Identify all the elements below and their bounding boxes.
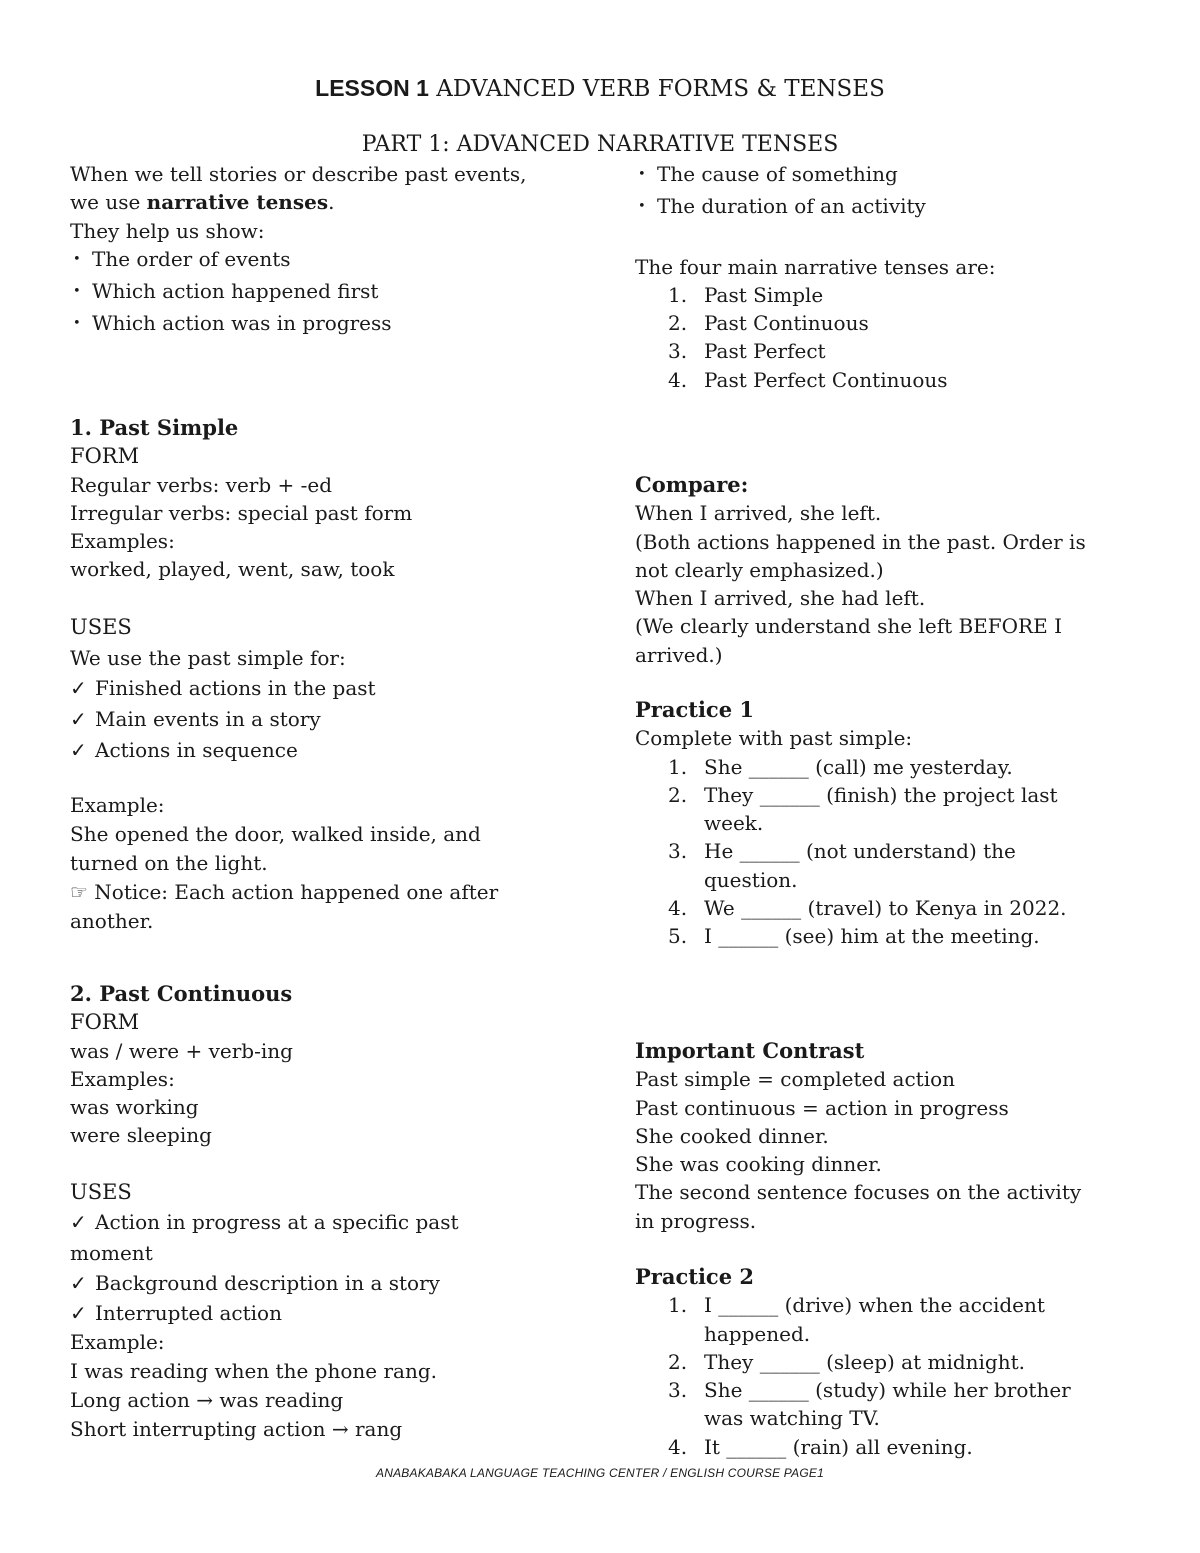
list-text: Past Continuous xyxy=(704,311,869,336)
practice-2-section xyxy=(635,1263,1135,1461)
list-item: 2. Past Continuous xyxy=(668,311,869,336)
compare-line: (Both actions happened in the past. Order is xyxy=(635,529,1086,554)
exercise-text-continued: happened. xyxy=(704,1321,811,1346)
left-column xyxy=(70,160,590,342)
list-item: 3. Past Perfect xyxy=(668,339,826,364)
example-line: She opened the door, walked inside, and xyxy=(70,822,481,846)
example-label: Example: xyxy=(70,793,165,817)
past-simple-example xyxy=(70,791,590,936)
section-heading: Important Contrast xyxy=(635,1038,865,1063)
check-icon: ✓ xyxy=(70,1301,87,1326)
past-simple-section xyxy=(70,414,590,584)
exercise-text: It ______ (rain) all evening. xyxy=(704,1434,973,1459)
check-text: Finished actions in the past xyxy=(95,676,376,701)
contrast-line: The second sentence focuses on the activity xyxy=(635,1180,1082,1205)
item-number: 3. xyxy=(668,839,688,864)
uses-label: USES xyxy=(70,615,132,639)
bullet-item: • Which action was in progress xyxy=(70,309,590,341)
exercise-item xyxy=(635,837,1135,865)
exercise-text: She ______ (call) me yesterday. xyxy=(704,754,1013,779)
exercise-item xyxy=(635,753,1135,781)
check-icon: ✓ xyxy=(70,1210,87,1235)
uses-intro: We use the past simple for: xyxy=(70,645,346,670)
exercise-item xyxy=(635,1348,1135,1376)
item-number: 2. xyxy=(668,782,688,807)
check-text: Actions in sequence xyxy=(95,737,298,762)
contrast-section xyxy=(635,1037,1135,1235)
exercise-item xyxy=(635,922,1135,950)
compare-line: When I arrived, she left. xyxy=(635,501,882,526)
example-label: Example: xyxy=(70,1330,165,1354)
past-continuous-uses xyxy=(70,1177,590,1328)
check-icon: ✓ xyxy=(70,1270,87,1295)
form-line: Examples: xyxy=(70,529,175,554)
exercise-text-continued: question. xyxy=(704,867,798,892)
exercise-text: She ______ (study) while her brother xyxy=(704,1378,1071,1403)
item-number: 4. xyxy=(668,1434,688,1459)
bullet-item: • The duration of an activity xyxy=(635,192,1135,224)
intro-line: When we tell stories or describe past events, xyxy=(70,162,527,186)
notice-line: ☞ Notice: Each action happened one after xyxy=(70,880,499,904)
check-item xyxy=(70,1207,590,1237)
exercise-text: I ______ (see) him at the meeting. xyxy=(704,924,1040,949)
form-line: Irregular verbs: special past form xyxy=(70,500,413,525)
item-number: 2. xyxy=(668,1349,688,1374)
exercise-item xyxy=(635,1376,1135,1404)
right-column-intro xyxy=(635,160,1135,394)
check-item xyxy=(70,673,590,704)
exercise-text: He ______ (not understand) the xyxy=(704,839,1016,864)
check-item xyxy=(70,735,590,766)
section-heading: 2. Past Continuous xyxy=(70,981,293,1006)
exercise-text: They ______ (finish) the project last xyxy=(704,782,1058,807)
exercise-item xyxy=(635,1433,1135,1461)
page-footer: ANABAKABAKA LANGUAGE TEACHING CENTER / ENGLISH COURSE PAGE1 xyxy=(376,1466,824,1480)
part-title: PART 1: ADVANCED NARRATIVE TENSES xyxy=(361,132,839,157)
item-number: 5. xyxy=(668,924,688,949)
compare-line: arrived.) xyxy=(635,642,723,667)
form-label: FORM xyxy=(70,1010,140,1035)
example-line: I was reading when the phone rang. xyxy=(70,1359,437,1383)
exercise-text: I ______ (drive) when the accident xyxy=(704,1293,1045,1318)
narrative-tenses-term: narrative tenses xyxy=(146,190,329,215)
lesson-label: LESSON 1 xyxy=(315,75,429,101)
check-text: Action in progress at a specific past xyxy=(95,1210,459,1235)
uses-label: USES xyxy=(70,1180,132,1204)
bullet-item: • The cause of something xyxy=(635,160,1135,192)
contrast-line: She cooked dinner. xyxy=(635,1123,829,1148)
check-text: Main events in a story xyxy=(95,707,321,732)
item-number: 4. xyxy=(668,896,688,921)
check-item xyxy=(70,1268,590,1298)
check-icon: ✓ xyxy=(70,707,87,732)
exercise-item xyxy=(635,1291,1135,1319)
check-item xyxy=(70,1298,590,1328)
section-heading: Compare: xyxy=(635,472,749,497)
practice-1-section xyxy=(635,696,1135,951)
compare-line: (We clearly understand she left BEFORE I xyxy=(635,614,1062,639)
form-line: was working xyxy=(70,1095,199,1120)
exercise-item xyxy=(635,781,1135,809)
compare-section xyxy=(635,471,1135,669)
check-item xyxy=(70,704,590,735)
past-continuous-example xyxy=(70,1328,590,1444)
list-text: Past Simple xyxy=(704,282,824,307)
exercise-text: We ______ (travel) to Kenya in 2022. xyxy=(704,896,1067,921)
intro-text: we use xyxy=(70,190,147,215)
list-item: 1. Past Simple xyxy=(668,282,824,307)
example-line: Short interrupting action → rang xyxy=(70,1417,403,1441)
intro-line: They help us show: xyxy=(70,218,265,243)
intro-line xyxy=(70,188,590,216)
check-text: Background description in a story xyxy=(95,1270,440,1295)
example-line: turned on the light. xyxy=(70,851,268,875)
exercise-text-continued: was watching TV. xyxy=(704,1406,880,1431)
four-tenses-intro: The four main narrative tenses are: xyxy=(635,254,996,279)
section-heading: Practice 2 xyxy=(635,1264,754,1289)
past-continuous-section xyxy=(70,980,590,1150)
list-text: Past Perfect Continuous xyxy=(704,367,948,392)
compare-line: When I arrived, she had left. xyxy=(635,586,926,611)
example-line: Long action → was reading xyxy=(70,1388,344,1412)
list-text: Past Perfect xyxy=(704,339,826,364)
form-line: were sleeping xyxy=(70,1123,212,1148)
item-number: 1. xyxy=(668,754,688,779)
form-label: FORM xyxy=(70,444,140,469)
check-icon: ✓ xyxy=(70,737,87,762)
form-line: was / were + verb-ing xyxy=(70,1038,293,1063)
notice-line: another. xyxy=(70,909,154,933)
contrast-line: Past continuous = action in progress xyxy=(635,1095,1009,1120)
contrast-line: in progress. xyxy=(635,1208,757,1233)
bullet-item: • Which action happened first xyxy=(70,277,590,309)
exercise-item xyxy=(635,894,1135,922)
item-number: 3. xyxy=(668,1378,688,1403)
check-text-continued: moment xyxy=(70,1240,153,1265)
intro-text: . xyxy=(328,190,335,215)
contrast-line: Past simple = completed action xyxy=(635,1067,956,1092)
form-line: Examples: xyxy=(70,1066,175,1091)
bullet-item: • The order of events xyxy=(70,245,590,277)
practice-intro: Complete with past simple: xyxy=(635,726,913,751)
compare-line: not clearly emphasized.) xyxy=(635,557,884,582)
check-text: Interrupted action xyxy=(95,1301,282,1326)
list-item: 4. Past Perfect Continuous xyxy=(668,367,948,392)
past-simple-uses xyxy=(70,612,590,766)
section-heading: Practice 1 xyxy=(635,697,754,722)
exercise-text: They ______ (sleep) at midnight. xyxy=(704,1349,1026,1374)
check-icon: ✓ xyxy=(70,676,87,701)
lesson-title xyxy=(0,74,1200,103)
form-line: Regular verbs: verb + -ed xyxy=(70,472,333,497)
section-heading: 1. Past Simple xyxy=(70,415,239,440)
form-line: worked, played, went, saw, took xyxy=(70,557,395,582)
exercise-text-continued: week. xyxy=(704,811,764,836)
item-number: 1. xyxy=(668,1293,688,1318)
lesson-title-text: ADVANCED VERB FORMS & TENSES xyxy=(436,76,885,102)
contrast-line: She was cooking dinner. xyxy=(635,1152,882,1177)
